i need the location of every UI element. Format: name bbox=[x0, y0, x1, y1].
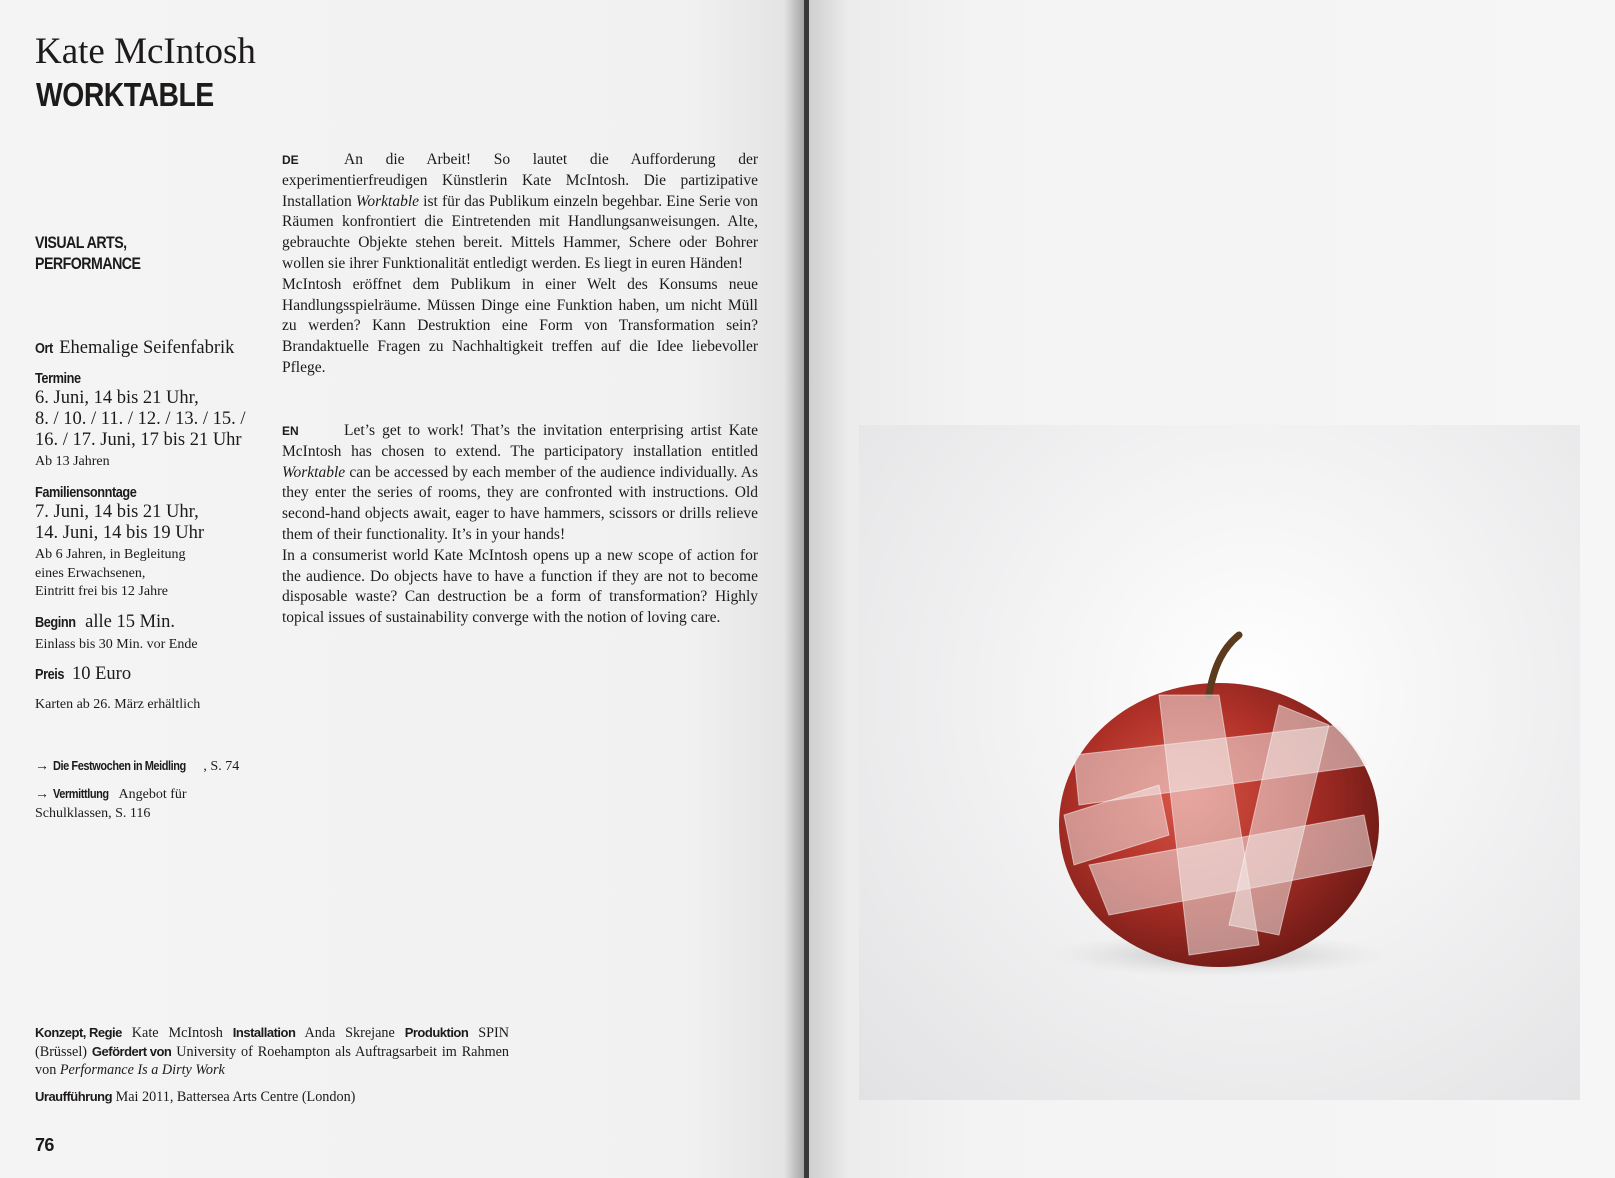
date-line: 16. / 17. Juni, 17 bis 21 Uhr bbox=[35, 430, 242, 450]
page-number: 76 bbox=[35, 1135, 54, 1155]
venue-value: Ehemalige Seifenfabrik bbox=[59, 338, 235, 358]
work-title-italic: Worktable bbox=[282, 463, 346, 481]
credit-italic: Performance Is a Dirty Work bbox=[59, 1062, 225, 1078]
ref-label: Die Festwochen in Meidling bbox=[52, 759, 186, 773]
venue bbox=[35, 338, 275, 359]
text: An die Arbeit! So lautet die Aufforderung der experimentierfreudigen Künstlerin Kate McIntosh. Die partizipative Installation bbox=[282, 151, 758, 210]
credit-value: Anda Skrejane bbox=[295, 1025, 405, 1041]
paragraph: In a consumerist world Kate McIntosh opens up a new scope of action for the audience. Do objects have to have a function if they are not to become disposable waste? Can destruction be a form of transformation? Highly topical issues of sustainability converge with the notion of loving care. bbox=[282, 546, 758, 627]
reference-link[interactable] bbox=[35, 785, 265, 823]
date-line: 8. / 10. / 11. / 12. / 13. / 15. / bbox=[35, 409, 246, 429]
start-value: alle 15 Min. bbox=[85, 612, 176, 632]
price-value: 10 Euro bbox=[71, 664, 132, 684]
dates bbox=[35, 370, 275, 472]
premiere bbox=[35, 1089, 355, 1106]
note-line: Eintritt frei bis 12 Jahre bbox=[35, 584, 168, 599]
venue-label: Ort bbox=[35, 341, 53, 357]
taped-apple-image bbox=[859, 425, 1580, 1100]
credit-value: Kate McIntosh bbox=[121, 1025, 233, 1041]
premiere-label: Uraufführung bbox=[35, 1089, 113, 1104]
work-title-italic: Worktable bbox=[355, 192, 420, 210]
paragraph: McIntosh eröffnet dem Publikum in einer Welt des Konsums neue Handlungsspielräume. Müssen Dinge eine Funktion haben, um nicht Müll zu werden? Kann Destruktion eine Form von Transformation sein? Brandaktuelle Fragen zu Nachhaltigkeit treffen auf die Idee liebevoller Pflege. bbox=[282, 275, 758, 376]
tickets-note: Karten ab 26. März erhältlich bbox=[35, 697, 201, 712]
note-line: eines Erwachsenen, bbox=[35, 565, 146, 581]
price-label: Preis bbox=[35, 667, 65, 683]
apple-photo bbox=[859, 425, 1580, 1100]
reference-link[interactable] bbox=[35, 757, 265, 777]
arrow-icon: → bbox=[35, 759, 49, 774]
premiere-value: Mai 2011, Battersea Arts Centre (London) bbox=[112, 1089, 356, 1105]
credits bbox=[35, 1024, 509, 1080]
credit-label: Gefördert von bbox=[91, 1043, 172, 1059]
start bbox=[35, 612, 275, 655]
credit-value: University of Roehampton als Auftragsarbeit im Rahmen von bbox=[35, 1043, 509, 1078]
text: Let’s get to work! That’s the invitation enterprising artist Kate McIntosh has chosen to extend. The participatory installation entitled bbox=[282, 422, 758, 460]
dates-label: Termine bbox=[35, 371, 81, 387]
work-title: WORKTABLE bbox=[36, 76, 214, 113]
language-tag: DE bbox=[282, 153, 299, 167]
credit-label: Konzept, Regie bbox=[35, 1025, 122, 1040]
note-line: Ab 6 Jahren, in Begleitung bbox=[35, 547, 186, 562]
family-sundays bbox=[35, 484, 275, 602]
arrow-icon: → bbox=[35, 787, 49, 802]
text: can be accessed by each member of the audience individually. As they enter the series of rooms, they are confronted with instructions. Old second-hand objects await, eager to have hammers, scissors or drills relieve them of their functionality. It’s in your hands! bbox=[282, 463, 758, 543]
credit-value: SPIN (Brüssel) bbox=[35, 1025, 509, 1060]
family-label: Familiensonntage bbox=[35, 485, 137, 501]
credit-label: Produktion bbox=[404, 1025, 469, 1040]
start-label: Beginn bbox=[35, 615, 76, 631]
category: VISUAL ARTS, PERFORMANCE bbox=[35, 234, 141, 273]
age-note: Ab 13 Jahren bbox=[35, 454, 110, 469]
date-line: 14. Juni, 14 bis 19 Uhr bbox=[35, 523, 205, 543]
ref-label: Vermittlung bbox=[52, 787, 109, 801]
artist-name: Kate McIntosh bbox=[35, 31, 256, 72]
german-text bbox=[282, 150, 758, 379]
ref-text: Angebot für Schulklassen, S. 116 bbox=[35, 787, 187, 821]
date-line: 6. Juni, 14 bis 21 Uhr, bbox=[35, 388, 199, 408]
date-line: 7. Juni, 14 bis 21 Uhr, bbox=[35, 502, 199, 522]
credit-label: Installation bbox=[232, 1025, 296, 1040]
text: ist für das Publikum einzeln begehbar. Eine Serie von Räumen konfrontiert die Eintretenden mit Handlungsanweisungen. Alte, gebrauchte Objekte stehen bereit. Mittels Hammer, Schere oder Bohrer wollen sie ihrer Funktionalität entledigt werden. Es liegt in euren Händen! bbox=[282, 192, 758, 272]
price bbox=[35, 664, 275, 685]
english-text bbox=[282, 421, 758, 629]
admission-note: Einlass bis 30 Min. vor Ende bbox=[35, 637, 198, 652]
ref-text: , S. 74 bbox=[203, 759, 240, 774]
language-tag: EN bbox=[282, 424, 299, 438]
